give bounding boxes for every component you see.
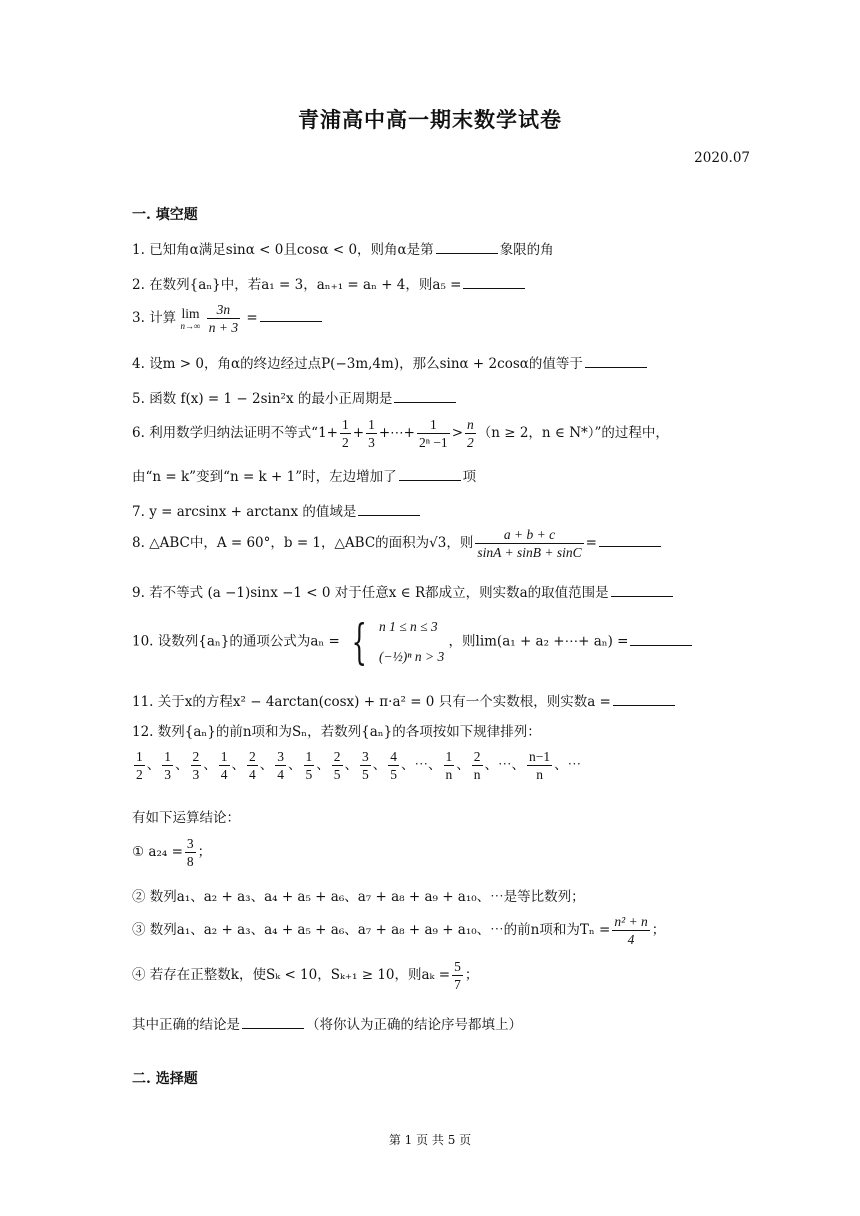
answer-blank-8 [599,534,661,547]
fraction: $\frac{3}{8}$ [186,836,194,869]
separator: 、 [456,757,470,773]
question-1: 1. 已知角α满足sinα < 0且cosα < 0，则角α是第 象限的角 [132,242,554,258]
separator: 、 [344,757,358,773]
fraction: $\frac{n}{2}$ [467,417,474,450]
question-6: 6. 利用数学归纳法证明不等式“1+ $\frac{1}{2}$ + $\frac{1}{3}$ +⋯+ $\frac{1}{\text{2ⁿ −1}}$ > $\frac{n}{2}$ （n ≥ 2，n ∈ N*）”的过程中， [132,417,669,450]
separator: 、 [288,757,302,773]
fraction: $\frac{1}{2}$ [342,417,349,450]
answer-blank-9 [611,584,673,597]
question-10: 10. 设数列{aₙ}的通项公式为aₙ = { n 1 ≤ n ≤ 3 (−½)ⁿ n > 3 ，则lim(a₁ + a₂ +⋯+ aₙ) = [132,612,694,672]
answer-blank-10 [630,633,692,646]
sequence-term: $\frac{1}{4}$ [220,749,228,782]
question-12: 12. 数列{aₙ}的前n项和为Sₙ，若数列{aₙ}的各项按如下规律排列： [132,724,541,740]
separator: 、 [259,757,274,773]
question-9: 9. 若不等式 (a −1)sinx −1 < 0 对于任意x ∈ R都成立，则实数a的取值范围是 [132,581,675,601]
answer-blank-3 [260,309,322,322]
fraction: $\frac{1}{\text{2ⁿ −1}}$ [418,417,448,450]
piecewise-cases: n 1 ≤ n ≤ 3 (−½)ⁿ n > 3 [378,619,445,664]
conclusion-1: ① a₂₄ = $\frac{3}{8}$ ； [132,836,212,869]
question-7: 7. y = arcsinx + arctanx 的值域是 [132,500,422,520]
question-6-line-2: 由“n = k”变到“n = k + 1”时，左边增加了 项 [132,469,477,485]
limit-operator: lim n→∞ [180,306,201,331]
sequence-term: $\frac{3}{5}$ [362,749,369,782]
ellipsis: ⋯ [567,757,582,773]
fraction: $\frac{1}{3}$ [368,417,375,450]
sequence-list [132,748,581,783]
conclusion-4: ④ 若存在正整数k，使Sₖ < 10，Sₖ₊₁ ≥ 10，则aₖ = $\frac{5}{7}$ ； [132,959,479,992]
brace-symbol: { [351,614,368,670]
answer-blank-1 [436,241,498,254]
separator: 、 [401,757,415,773]
sequence-term: $\frac{1}{n}$ [445,749,453,782]
sequence-term: $\frac{1}{2}$ [136,749,143,782]
page-footer: 第 1 页 共 5 页 [388,1133,472,1147]
fraction: $\frac{a + b + c}{\sin A + \sin B + \sin C}$ [477,527,582,560]
fraction: $\frac{\text{n² + n}}{4}$ [614,914,648,947]
ellipsis: ⋯ [498,757,512,773]
question-2: 2. 在数列{aₙ}中，若a₁ = 3，aₙ₊₁ = aₙ + 4，则a₅ = [132,273,527,293]
separator: 、 [484,757,498,773]
sequence-term: $\frac{3}{4}$ [277,749,284,782]
section-choice-title: 二. 选择题 [132,1071,198,1087]
sequence-term: $\frac{1}{3}$ [164,749,171,782]
sequence-term: $\frac{2}{5}$ [333,749,341,782]
fraction: $\frac{3n}{n + 3}$ [208,302,239,335]
answer-blank-4 [585,355,647,368]
section-fill-in-title: 一. 填空题 [132,207,198,223]
question-8: 8. △ABC中，A = 60°，b = 1，△ABC的面积为√3，则 $\frac{a + b + c}{\sin A + \sin B + \sin C}$ = [132,526,663,561]
question-4: 4. 设m > 0，角α的终边经过点P(−3m,4m)，那么sinα + 2cosα的值等于 [132,352,649,372]
ellipsis: ⋯ [414,757,428,773]
question-11: 11. 关于x的方程x² − 4arctan(cosx) + π·a² = 0 只有一个实数根，则实数a = [132,690,677,710]
exam-date: 2020.07 [694,150,750,166]
conclusion-prompt: 其中正确的结论是 （将你认为正确的结论序号都填上） [132,1017,522,1033]
fraction: $\frac{5}{7}$ [454,959,461,992]
sequence-term: $\frac{4}{5}$ [390,749,397,782]
answer-blank-5 [394,390,456,403]
separator: 、 [175,757,189,773]
conclusions-intro: 有如下运算结论： [132,810,240,826]
sequence-term: $\frac{1}{5}$ [305,749,313,782]
sequence-term: $\frac{2}{4}$ [249,749,256,782]
sequence-term: $\frac{2}{3}$ [192,749,200,782]
answer-blank-11 [613,693,675,706]
sequence-term: $\frac{2}{n}$ [473,749,481,782]
answer-blank-7 [358,503,420,516]
page-title: 青浦高中高一期末数学试卷 [298,107,562,132]
conclusion-2: ② 数列a₁、a₂ + a₃、a₄ + a₅ + a₆、a₇ + a₈ + a₉ + a₁₀、⋯是等比数列； [132,889,585,905]
separator: 、 [203,757,217,773]
separator: 、 [146,757,161,773]
answer-blank-6 [399,468,461,481]
separator: 、 [372,757,387,773]
question-3: 3. 计算 lim n→∞ $\frac{3n}{n + 3}$ = [132,301,324,336]
conclusion-3: ③ 数列a₁、a₂ + a₃、a₄ + a₅ + a₆、a₇ + a₈ + a₉ + a₁₀、⋯的前n项和为Tₙ = $\frac{\text{n² + n}}{4}$ ； [132,914,666,947]
separator: 、 [316,757,330,773]
separator: 、 [231,757,245,773]
separator: 、 [511,757,525,773]
sequence-term: $\frac{n-1}{n}$ [529,749,551,782]
answer-blank-12 [242,1016,304,1029]
separator: 、 [428,757,442,773]
answer-blank-2 [463,276,525,289]
question-5: 5. 函数 f(x) = 1 − 2sin²x 的最小正周期是 [132,387,458,407]
separator: 、 [554,757,568,773]
